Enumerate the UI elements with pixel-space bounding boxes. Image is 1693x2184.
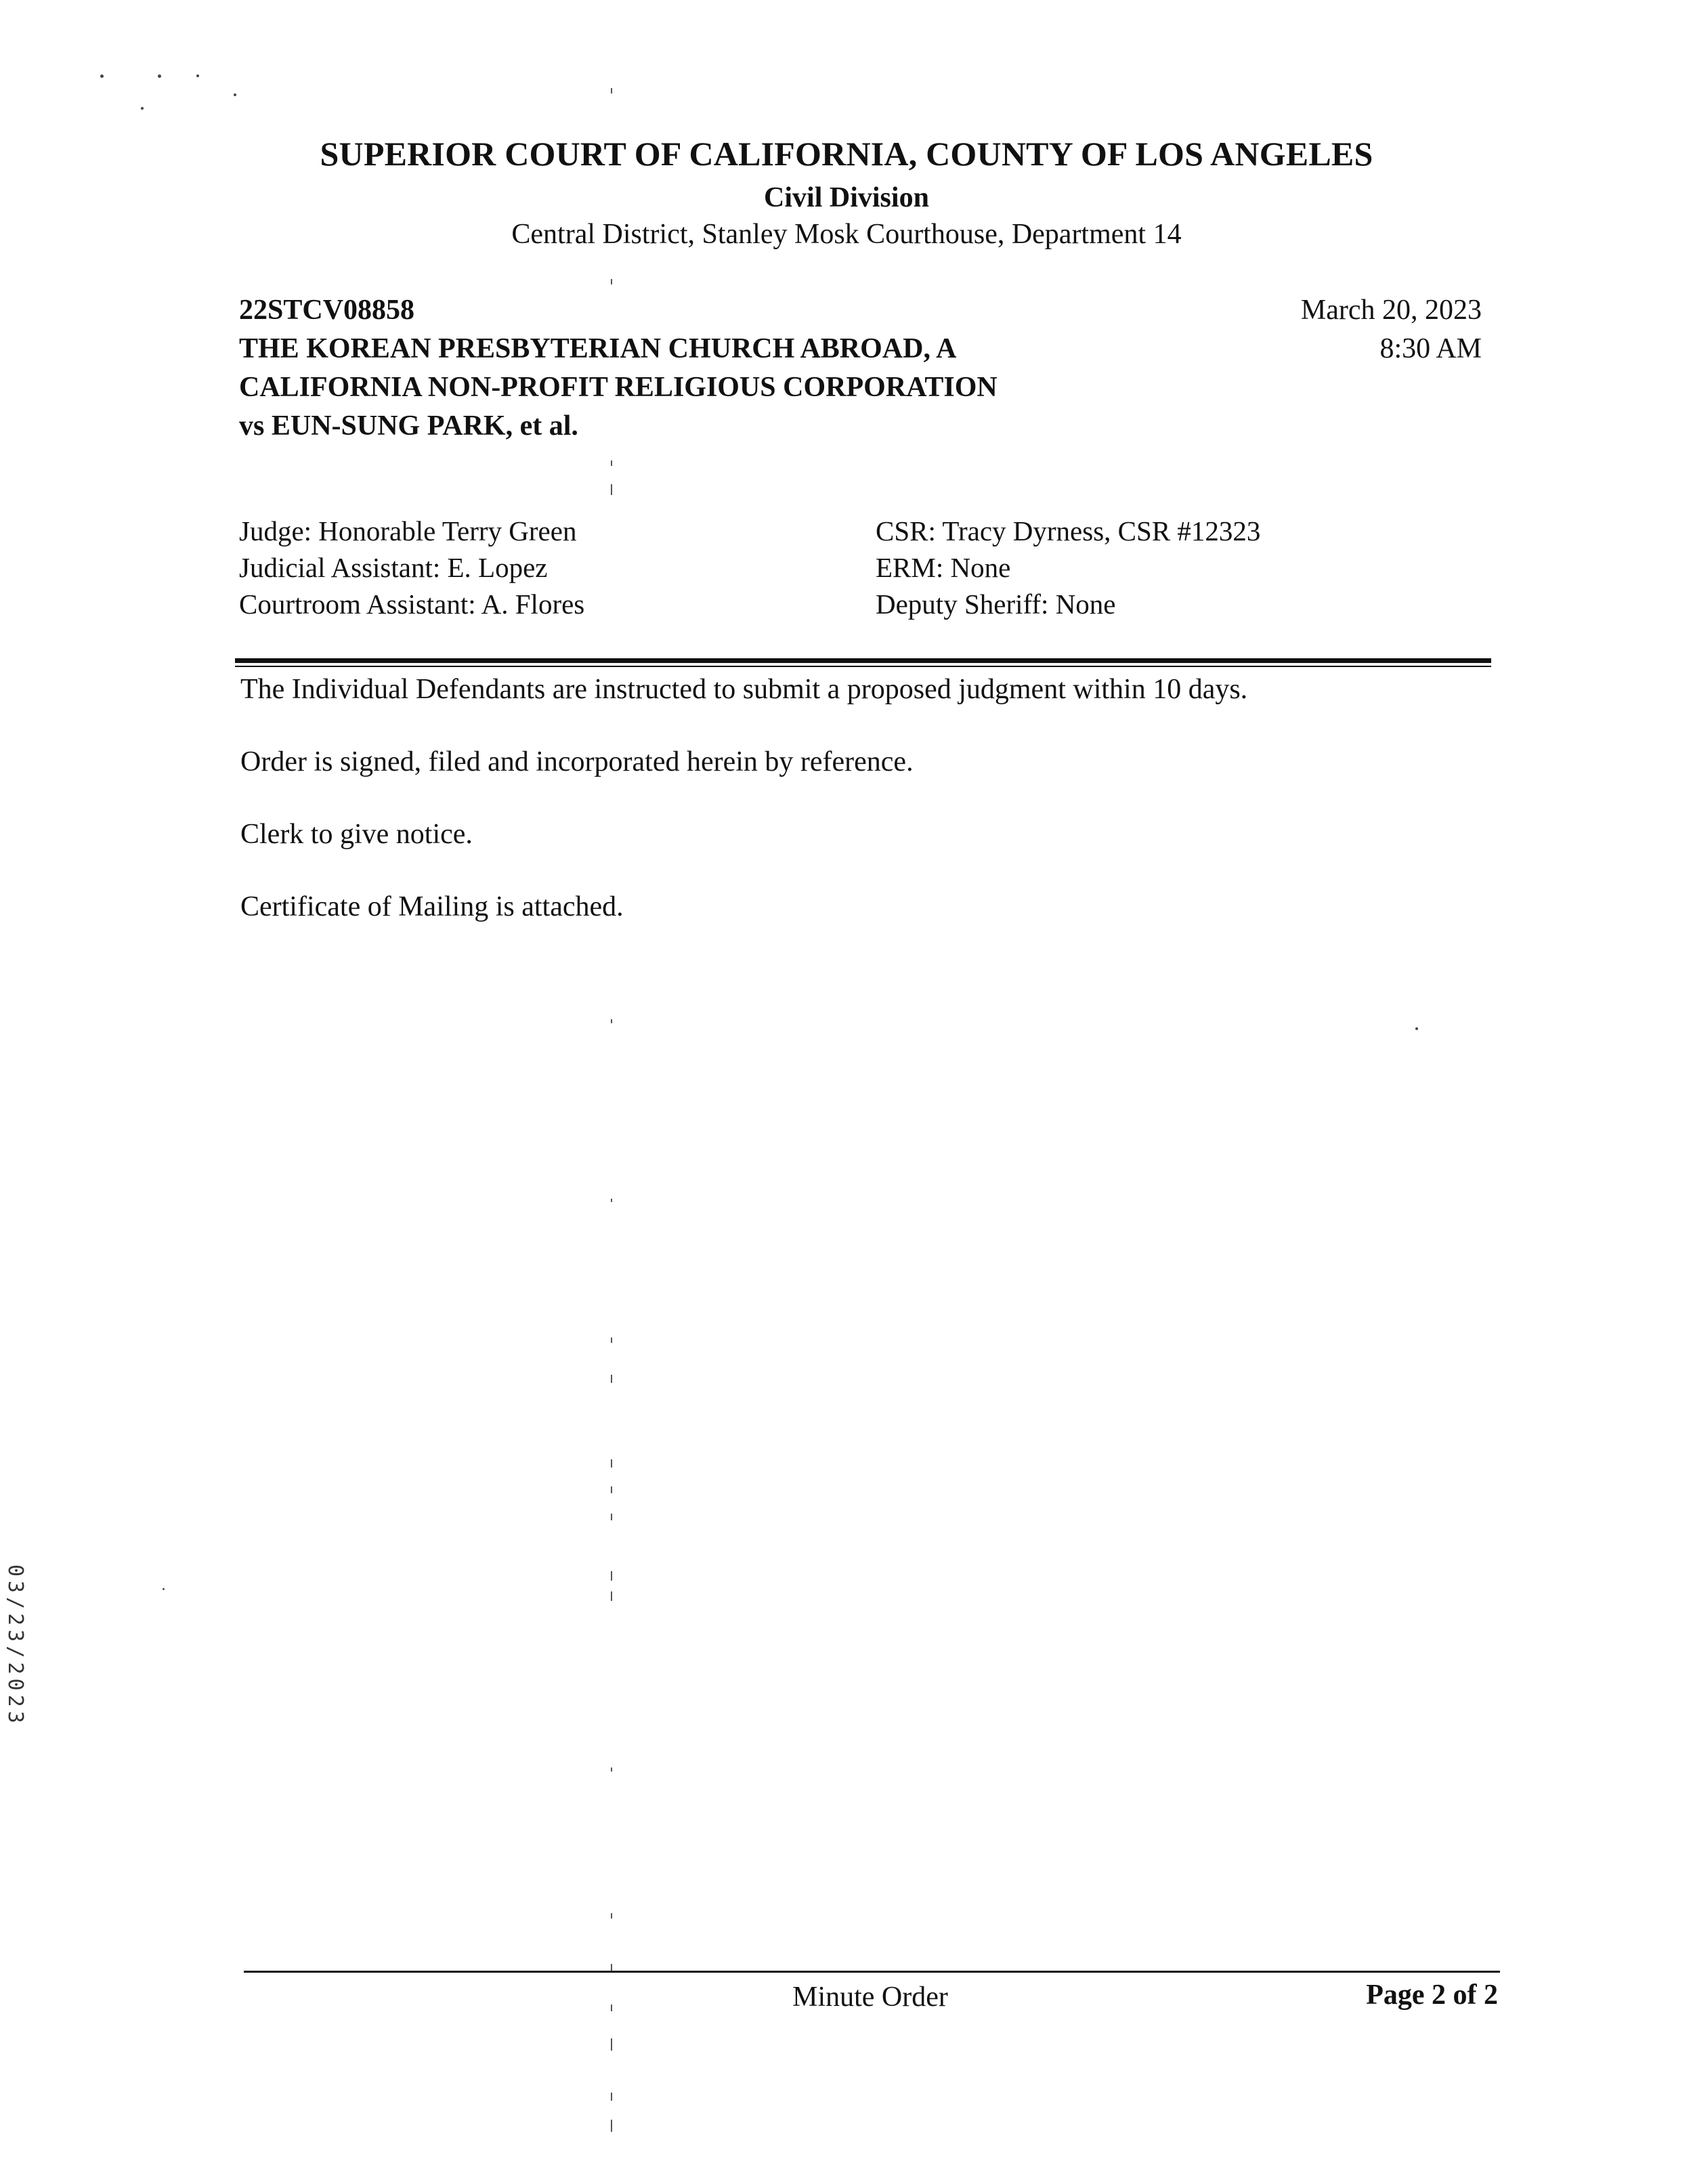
order-paragraph: Clerk to give notice. (240, 819, 473, 850)
erm-line: ERM: None (876, 552, 1011, 583)
scan-line (611, 2005, 612, 2011)
case-title-line-1: THE KOREAN PRESBYTERIAN CHURCH ABROAD, A (239, 333, 957, 364)
scan-line (611, 1337, 612, 1343)
scan-line (611, 1459, 612, 1468)
filing-stamp-text: 03/23/2023 (3, 1564, 27, 1728)
scan-speck (1415, 1027, 1418, 1030)
courtroom-assistant-line: Courtroom Assistant: A. Flores (239, 588, 585, 620)
scan-line (611, 1591, 612, 1601)
scan-speck (158, 74, 161, 78)
scan-speck (100, 74, 104, 78)
scan-line (611, 461, 612, 466)
footer-title: Minute Order (792, 1982, 948, 2013)
scan-line (611, 1768, 612, 1772)
scan-line (611, 1964, 612, 1971)
scan-line (611, 484, 612, 495)
scan-speck (196, 74, 199, 77)
page-number: Page 2 of 2 (1366, 1979, 1498, 2011)
scan-line (611, 2120, 612, 2132)
case-caption (239, 291, 1187, 446)
scan-line (611, 1913, 612, 1919)
hearing-date: March 20, 2023 (1300, 295, 1482, 326)
order-paragraph: The Individual Defendants are instructed to submit a proposed judgment within 10 days. (240, 674, 1248, 705)
order-body (240, 670, 1500, 960)
judicial-assistant-line: Judicial Assistant: E. Lopez (239, 552, 548, 583)
judge-line: Judge: Honorable Terry Green (239, 515, 577, 547)
order-paragraph: Order is signed, filed and incorporated herein by reference. (240, 746, 914, 777)
scan-speck (141, 107, 144, 110)
court-title: SUPERIOR COURT OF CALIFORNIA, COUNTY OF LOS ANGELES (320, 135, 1373, 173)
scan-line (611, 1019, 612, 1023)
district-line: Central District, Stanley Mosk Courthouse, Department 14 (511, 219, 1182, 250)
header-divider-thick (235, 658, 1491, 663)
scan-line (611, 2093, 612, 2101)
order-paragraph: Certificate of Mailing is attached. (240, 891, 624, 922)
scan-line (611, 88, 612, 93)
court-staff-left (239, 513, 584, 622)
footer-divider (244, 1971, 1500, 1973)
scan-line (611, 1375, 612, 1383)
deputy-sheriff-line: Deputy Sheriff: None (876, 588, 1116, 620)
hearing-time: 8:30 AM (1379, 333, 1482, 364)
court-staff-right (876, 513, 1260, 622)
scan-line (611, 1486, 612, 1493)
filing-stamp (3, 1564, 47, 1768)
scan-line (611, 1514, 612, 1520)
scan-line (611, 279, 612, 284)
scan-line (611, 1571, 612, 1581)
header-divider-thin (235, 666, 1491, 667)
scan-speck (163, 1588, 165, 1590)
scan-speck (234, 93, 236, 96)
hearing-datetime (1301, 291, 1482, 368)
case-title-line-3: vs EUN-SUNG PARK, et al. (239, 410, 578, 442)
scan-line (611, 2038, 612, 2051)
csr-line: CSR: Tracy Dyrness, CSR #12323 (876, 515, 1261, 547)
division-label: Civil Division (764, 182, 929, 213)
case-title-line-2: CALIFORNIA NON-PROFIT RELIGIOUS CORPORATION (239, 372, 998, 403)
case-number: 22STCV08858 (239, 295, 415, 326)
scan-line (611, 1199, 612, 1202)
